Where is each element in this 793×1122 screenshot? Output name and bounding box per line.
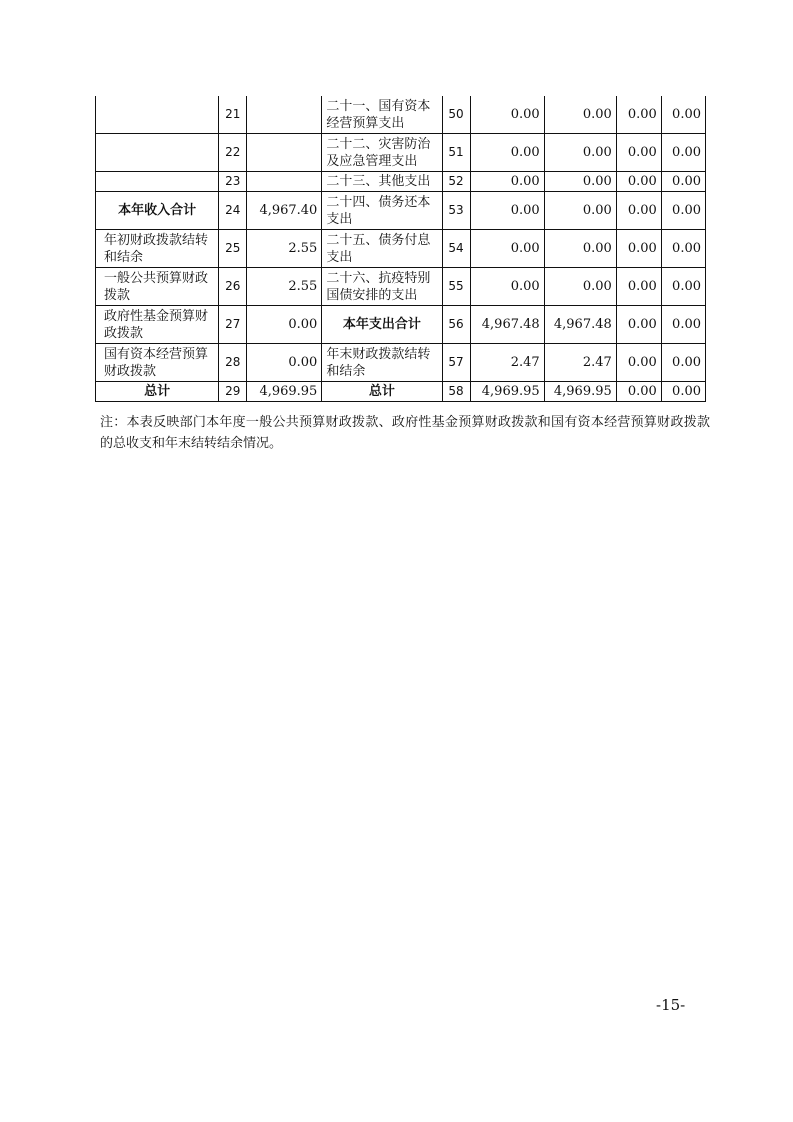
right-state-capital: 0.00 <box>661 134 705 172</box>
right-line-no: 58 <box>442 382 470 402</box>
left-amount: 2.55 <box>247 268 322 306</box>
left-line-no: 24 <box>219 192 247 230</box>
right-gov-fund: 0.00 <box>616 134 661 172</box>
left-line-no: 21 <box>219 96 247 134</box>
right-label: 二十三、其他支出 <box>322 172 442 192</box>
left-amount: 4,967.40 <box>247 192 322 230</box>
left-amount <box>247 96 322 134</box>
right-label: 本年支出合计 <box>322 306 442 344</box>
right-label: 二十六、抗疫特别国债安排的支出 <box>322 268 442 306</box>
left-label: 国有资本经营预算财政拨款 <box>96 344 219 382</box>
left-label <box>96 172 219 192</box>
right-total: 2.47 <box>470 344 544 382</box>
right-gov-fund: 0.00 <box>616 230 661 268</box>
right-label: 总计 <box>322 382 442 402</box>
right-gov-fund: 0.00 <box>616 96 661 134</box>
right-gov-fund: 0.00 <box>616 344 661 382</box>
right-gov-fund: 0.00 <box>616 306 661 344</box>
left-label: 本年收入合计 <box>96 192 219 230</box>
page-number: -15- <box>656 996 686 1014</box>
right-gov-fund: 0.00 <box>616 268 661 306</box>
right-gov-fund: 0.00 <box>616 192 661 230</box>
right-state-capital: 0.00 <box>661 172 705 192</box>
right-line-no: 57 <box>442 344 470 382</box>
right-total: 0.00 <box>470 96 544 134</box>
right-general-budget: 2.47 <box>544 344 616 382</box>
table-row <box>96 230 706 268</box>
right-total: 0.00 <box>470 134 544 172</box>
left-label: 政府性基金预算财政拨款 <box>96 306 219 344</box>
right-state-capital: 0.00 <box>661 230 705 268</box>
right-general-budget: 4,969.95 <box>544 382 616 402</box>
right-general-budget: 0.00 <box>544 230 616 268</box>
fiscal-appropriation-table <box>95 96 706 402</box>
right-label: 年末财政拨款结转和结余 <box>322 344 442 382</box>
right-total: 0.00 <box>470 268 544 306</box>
right-state-capital: 0.00 <box>661 344 705 382</box>
left-line-no: 27 <box>219 306 247 344</box>
left-line-no: 22 <box>219 134 247 172</box>
right-state-capital: 0.00 <box>661 268 705 306</box>
table-row <box>96 268 706 306</box>
right-label: 二十四、债务还本支出 <box>322 192 442 230</box>
right-state-capital: 0.00 <box>661 96 705 134</box>
table-row <box>96 134 706 172</box>
table-footnote: 注：本表反映部门本年度一般公共预算财政拨款、政府性基金预算财政拨款和国有资本经营预算财政拨款的总收支和年末结转结余情况。 <box>100 415 710 451</box>
right-general-budget: 0.00 <box>544 134 616 172</box>
right-line-no: 53 <box>442 192 470 230</box>
right-line-no: 52 <box>442 172 470 192</box>
table-row <box>96 96 706 134</box>
left-amount <box>247 134 322 172</box>
right-line-no: 55 <box>442 268 470 306</box>
left-label <box>96 96 219 134</box>
right-total: 4,969.95 <box>470 382 544 402</box>
left-label <box>96 134 219 172</box>
table-row <box>96 172 706 192</box>
right-label: 二十五、债务付息支出 <box>322 230 442 268</box>
right-gov-fund: 0.00 <box>616 172 661 192</box>
left-amount: 2.55 <box>247 230 322 268</box>
left-line-no: 26 <box>219 268 247 306</box>
right-general-budget: 4,967.48 <box>544 306 616 344</box>
left-line-no: 25 <box>219 230 247 268</box>
right-total: 0.00 <box>470 172 544 192</box>
right-state-capital: 0.00 <box>661 192 705 230</box>
left-line-no: 23 <box>219 172 247 192</box>
left-line-no: 28 <box>219 344 247 382</box>
right-line-no: 54 <box>442 230 470 268</box>
left-amount <box>247 172 322 192</box>
right-general-budget: 0.00 <box>544 172 616 192</box>
right-line-no: 56 <box>442 306 470 344</box>
right-total: 0.00 <box>470 230 544 268</box>
right-line-no: 50 <box>442 96 470 134</box>
table-row <box>96 192 706 230</box>
table-row <box>96 344 706 382</box>
right-line-no: 51 <box>442 134 470 172</box>
right-general-budget: 0.00 <box>544 96 616 134</box>
table-row <box>96 382 706 402</box>
right-label: 二十二、灾害防治及应急管理支出 <box>322 134 442 172</box>
left-amount: 4,969.95 <box>247 382 322 402</box>
right-general-budget: 0.00 <box>544 192 616 230</box>
right-total: 4,967.48 <box>470 306 544 344</box>
right-gov-fund: 0.00 <box>616 382 661 402</box>
left-line-no: 29 <box>219 382 247 402</box>
right-label: 二十一、国有资本经营预算支出 <box>322 96 442 134</box>
right-general-budget: 0.00 <box>544 268 616 306</box>
right-state-capital: 0.00 <box>661 382 705 402</box>
right-state-capital: 0.00 <box>661 306 705 344</box>
left-label: 总计 <box>96 382 219 402</box>
left-amount: 0.00 <box>247 306 322 344</box>
left-label: 一般公共预算财政拨款 <box>96 268 219 306</box>
left-amount: 0.00 <box>247 344 322 382</box>
right-total: 0.00 <box>470 192 544 230</box>
left-label: 年初财政拨款结转和结余 <box>96 230 219 268</box>
table-row <box>96 306 706 344</box>
